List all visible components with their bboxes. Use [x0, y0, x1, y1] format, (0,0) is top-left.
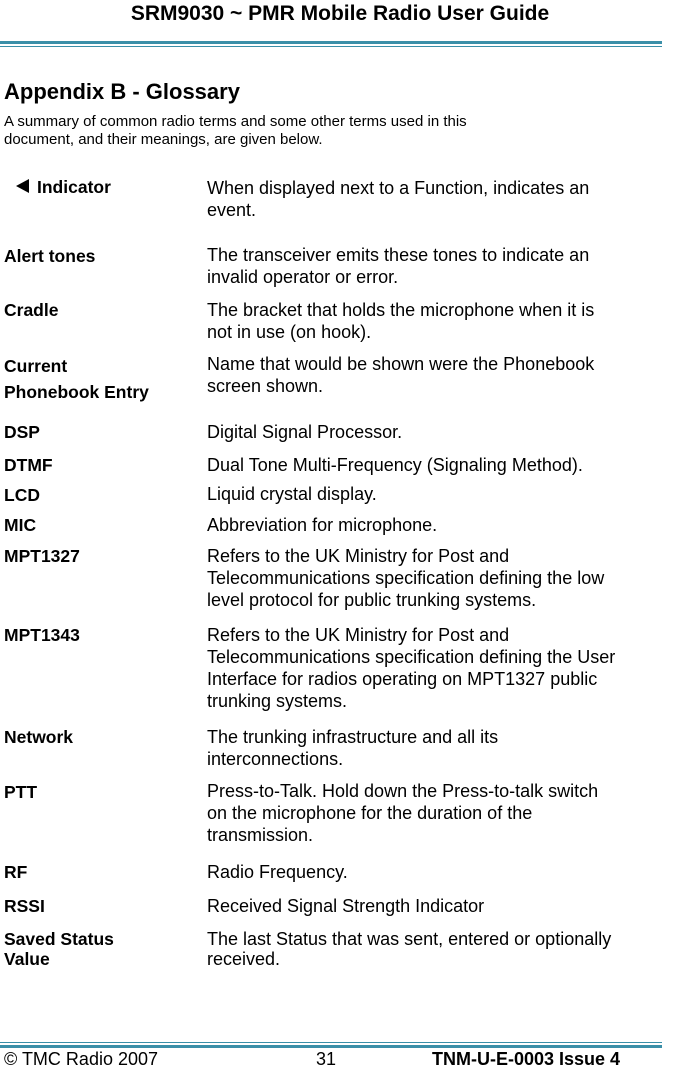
glossary-definition: Abbreviation for microphone. — [207, 515, 438, 535]
section-intro: A summary of common radio terms and some other terms used in this document, and their meanings, are given below. — [4, 113, 467, 148]
footer-doc-id: TNM-U-E-0003 Issue 4 — [432, 1049, 621, 1069]
glossary-term: MPT1327 — [4, 546, 80, 566]
glossary-definition: Dual Tone Multi-Frequency (Signaling Method). — [207, 455, 583, 475]
glossary-term: RF — [4, 862, 28, 882]
footer-page-number: 31 — [316, 1049, 337, 1069]
glossary-definition: Liquid crystal display. — [207, 484, 377, 504]
glossary-definition: The bracket that holds the microphone when it is not in use (on hook). — [207, 300, 595, 342]
glossary-term: Cradle — [4, 300, 59, 320]
footer-copyright: © TMC Radio 2007 — [4, 1049, 159, 1069]
glossary-definition: The transceiver emits these tones to indicate an invalid operator or error. — [207, 245, 590, 287]
glossary-term: DTMF — [4, 455, 53, 475]
glossary-definition: The last Status that was sent, entered or optionally received. — [207, 929, 612, 969]
glossary-definition: When displayed next to a Function, indicates an event. — [207, 178, 590, 220]
glossary-term: PTT — [4, 782, 38, 802]
section-title: Appendix B - Glossary — [4, 79, 240, 104]
glossary-definition: The trunking infrastructure and all its interconnections. — [207, 727, 499, 769]
glossary-term: Network — [4, 727, 74, 747]
glossary-term: Alert tones — [4, 246, 96, 266]
glossary-definition: Name that would be shown were the Phonebook screen shown. — [207, 354, 595, 396]
glossary-definition: Radio Frequency. — [207, 862, 348, 882]
glossary-term: Current Phonebook Entry — [4, 356, 149, 402]
glossary-term: MIC — [4, 515, 37, 535]
glossary-definition: Digital Signal Processor. — [207, 422, 403, 442]
glossary-term: DSP — [4, 422, 40, 442]
page-header-title: SRM9030 ~ PMR Mobile Radio User Guide — [130, 2, 550, 25]
glossary-definition: Received Signal Strength Indicator — [207, 896, 485, 916]
glossary-definition: Press-to-Talk. Hold down the Press-to-talk switch on the microphone for the duration of the transmission. — [207, 781, 599, 845]
glossary-term: Saved Status Value — [4, 929, 114, 969]
glossary-term: MPT1343 — [4, 625, 80, 645]
glossary-definition: Refers to the UK Ministry for Post and Telecommunications specification defining the low level protocol for public trunking systems. — [207, 546, 605, 610]
left-triangle-icon — [16, 179, 29, 193]
glossary-definition: Refers to the UK Ministry for Post and Telecommunications specification defining the User Interface for radios operating on MPT1327 public trunking systems. — [207, 625, 616, 711]
glossary-term: Indicator — [4, 176, 194, 198]
glossary-term: RSSI — [4, 896, 45, 916]
glossary-term: LCD — [4, 485, 40, 505]
header-divider — [0, 41, 662, 47]
